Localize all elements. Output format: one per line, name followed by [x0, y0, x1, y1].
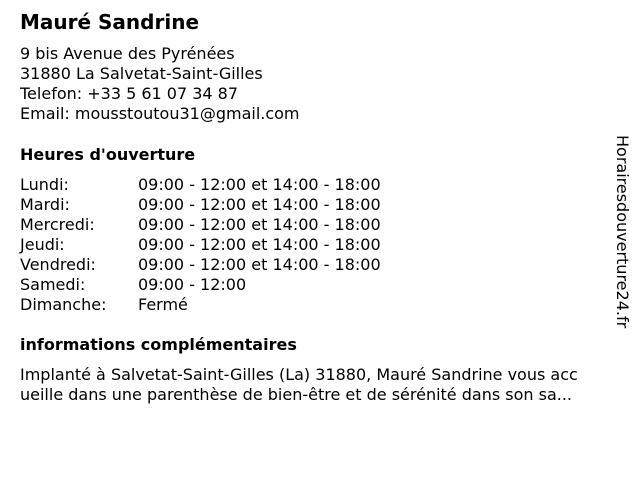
hours-row-sunday: [20, 295, 381, 315]
day-label: Mercredi:: [20, 215, 95, 234]
day-label: Vendredi:: [20, 255, 96, 274]
phone-number: Telefon: +33 5 61 07 34 87: [20, 84, 239, 103]
info-line: ueille dans une parenthèse de bien-être et de sérénité dans son sa...: [20, 385, 572, 404]
site-watermark: Horairesdouverture24.fr: [613, 135, 632, 329]
hours-row-monday: [20, 175, 381, 195]
time-range: 09:00 - 12:00 et 14:00 - 18:00: [138, 215, 381, 234]
business-name: Mauré Sandrine: [20, 10, 200, 34]
time-range: 09:00 - 12:00 et 14:00 - 18:00: [138, 195, 381, 214]
address-city: 31880 La Salvetat-Saint-Gilles: [20, 64, 263, 83]
time-range: Fermé: [138, 295, 188, 314]
opening-hours-heading: Heures d'ouverture: [20, 145, 196, 164]
email-address: Email: mousstoutou31@gmail.com: [20, 104, 300, 123]
hours-row-friday: [20, 255, 381, 275]
day-label: Mardi:: [20, 195, 70, 214]
info-line: Implanté à Salvetat-Saint-Gilles (La) 31880, Mauré Sandrine vous acc: [20, 365, 578, 384]
day-label: Dimanche:: [20, 295, 107, 314]
time-range: 09:00 - 12:00 et 14:00 - 18:00: [138, 175, 381, 194]
day-label: Jeudi:: [20, 235, 65, 254]
day-label: Lundi:: [20, 175, 69, 194]
time-range: 09:00 - 12:00 et 14:00 - 18:00: [138, 235, 381, 254]
hours-row-saturday: [20, 275, 381, 295]
time-range: 09:00 - 12:00: [138, 275, 247, 294]
contact-details: [20, 44, 300, 124]
day-label: Samedi:: [20, 275, 86, 294]
hours-row-wednesday: [20, 215, 381, 235]
address-street: 9 bis Avenue des Pyrénées: [20, 44, 235, 63]
hours-row-thursday: [20, 235, 381, 255]
time-range: 09:00 - 12:00 et 14:00 - 18:00: [138, 255, 381, 274]
additional-info-text: [20, 365, 635, 405]
hours-row-tuesday: [20, 195, 381, 215]
additional-info-heading: informations complémentaires: [20, 335, 297, 354]
opening-hours-table: [20, 175, 381, 315]
